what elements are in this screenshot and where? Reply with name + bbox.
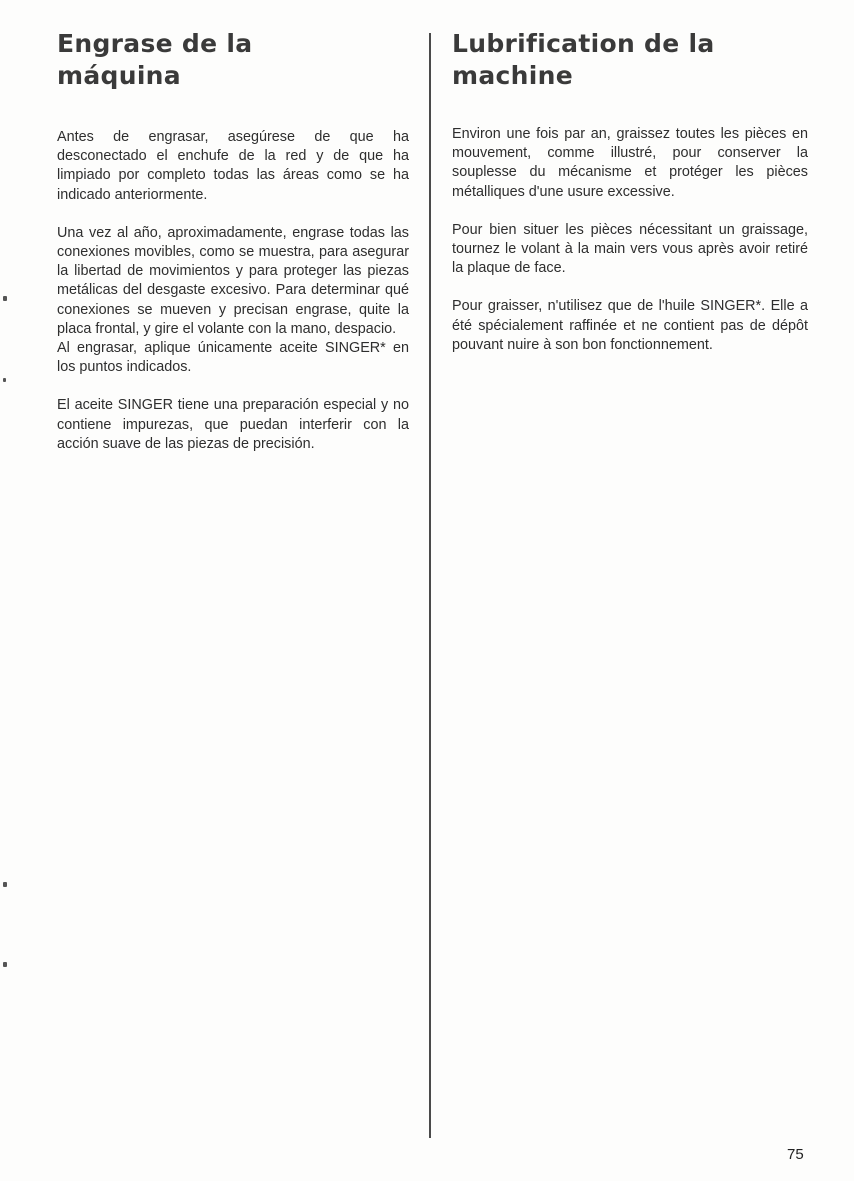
margin-speck — [3, 378, 6, 382]
spanish-paragraph: Antes de engrasar, asegúrese de que ha desconectado el enchufe de la red y de que ha limpiado por completo todas las áreas como se ha indicado anteriormente. — [57, 129, 409, 203]
french-paragraph: Pour graisser, n'utilisez que de l'huile SINGER*. Elle a été spécialement raffinée et ne contient pas de dépôt pouvant nuire à son bon fonctionnement. — [452, 298, 808, 353]
french-title: Lubrification de la machine — [452, 29, 715, 90]
spanish-column — [57, 28, 409, 454]
french-column — [452, 28, 808, 355]
french-paragraph: Pour bien situer les pièces nécessitant un graissage, tournez le volant à la main vers vous après avoir retiré la plaque de face. — [452, 221, 808, 277]
margin-speck — [3, 296, 7, 301]
margin-speck — [3, 962, 7, 967]
spanish-paragraph: El aceite SINGER tiene una preparación especial y no contiene impurezas, que puedan interferir con la acción suave de las piezas de precisión. — [57, 397, 409, 452]
spanish-title: Engrase de la máquina — [57, 29, 253, 90]
spanish-paragraph: Al engrasar, aplique únicamente aceite SINGER* en los puntos indicados. — [57, 340, 409, 376]
page-number: 75 — [787, 1146, 804, 1163]
margin-speck — [3, 882, 7, 887]
column-divider — [429, 33, 431, 1138]
french-paragraph: Environ une fois par an, graissez toutes les pièces en mouvement, comme illustré, pour conserver la souplesse du mécanisme et protéger les pièces métalliques d'une usure excessive. — [452, 126, 808, 200]
spanish-paragraph: Una vez al año, aproximadamente, engrase todas las conexiones movibles, como se muestra, para asegurar la libertad de movimientos y para proteger las piezas metálicas del desgaste excesivo. Para determinar qué conexiones se mueven y precisan engrase, quite la placa frontal, y gire el volante con la mano, despacio. — [57, 224, 409, 337]
